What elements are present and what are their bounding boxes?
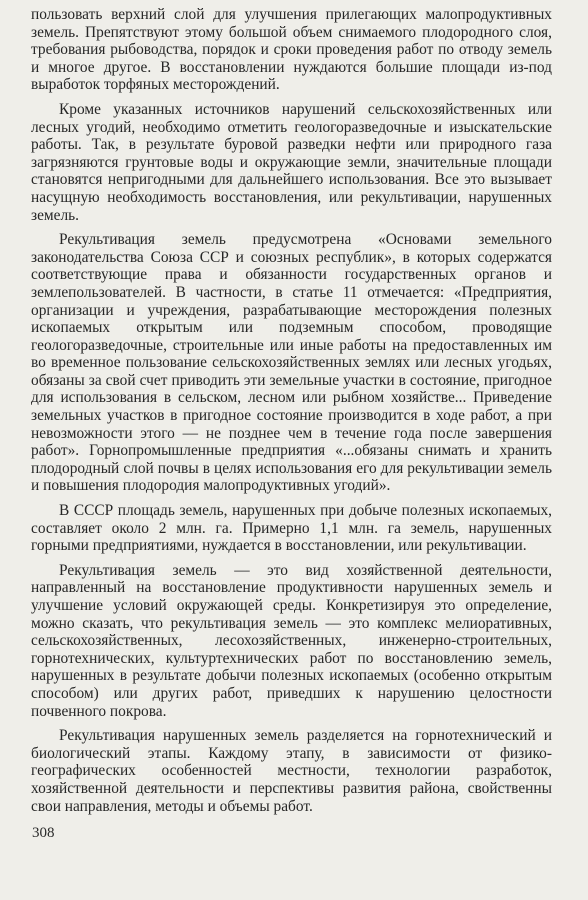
paragraph-sources-of-damage: Кроме указанных источников нарушений сельскохозяйственных или лесных угодий, необходимо отметить геологоразведочные и изыскательские работы. Так, в результате буровой разведки нефти или природного газа загрязняются грунтовые воды и окружающие земли, значительные площади становятся непригодными для дальнейшего использования. Все это вызывает насущную необходимость восстановления, или рекультивации, нарушенных земель. bbox=[31, 100, 552, 224]
page-number: 308 bbox=[32, 825, 55, 841]
paragraph-ussr-area: В СССР площадь земель, нарушенных при добыче полезных ископаемых, составляет около 2 млн. га. Примерно 1,1 млн. га земель, нарушенных горными предприятиями, нуждается в восстановлении, или рекультивации. bbox=[31, 502, 552, 555]
paragraph-legal-basis: Рекультивация земель предусмотрена «Основами земельного законодательства Союза ССР и союзных республик», в которых содержатся соответствующие права и обязанности государственных органов и землепользователей. В частности, в статье 11 отмечается: «Предприятия, организации и учреждения, разрабатывающие месторождения полезных ископаемых открытым или подземным способом, проводящие геологоразведочные, строительные или иные работы на предоставленных им во временное пользование сельскохозяйственных землях или лесных угодьях, обязаны за свой счет приводить эти земельные участки в состояние, пригодное для использования в сельском, лесном или рыбном хозяйстве... Приведение земельных участков в пригодное состояние производится в ходе работ, а при невозможности этого — не позднее чем в течение года после завершения работ». Горнопромышленные предприятия «...обязаны снимать и хранить плодородный слой почвы в целях использования его для рекультивации земель и повышения плодородия малопродуктивных угодий». bbox=[31, 231, 552, 495]
paragraph-stages: Рекультивация нарушенных земель разделяется на горнотехнический и биологический этапы. Каждому этапу, в зависимости от физико-географических особенностей местности, технологии разработок, хозяйственной деятельности и перспективы развития района, свойственны свои направления, методы и объемы работ. bbox=[31, 727, 552, 815]
paragraph-definition: Рекультивация земель — это вид хозяйственной деятельности, направленный на восстановление продуктивности нарушенных земель и улучшение условий окружающей среды. Конкретизируя это определение, можно сказать, что рекультивация земель — это комплекс мелиоративных, сельскохозяйственных, лесохозяйственных, инженерно-строительных, горнотехнических, культуртехнических работ по восстановлению земель, нарушенных в результате добычи полезных ископаемых (особенно открытым способом) или других работ, приведших к нарушению целостности почвенного покрова. bbox=[31, 561, 552, 720]
paragraph-continuation: пользовать верхний слой для улучшения прилегающих малопродуктивных земель. Препятствуют этому большой объем снимаемого плодородного слоя, требования рыбоводства, порядок и сроки проведения работ по отводу земель и многое другое. В восстановлении нуждаются большие площади из-под выработок торфяных месторождений. bbox=[31, 6, 552, 94]
page-text-body bbox=[31, 6, 552, 815]
